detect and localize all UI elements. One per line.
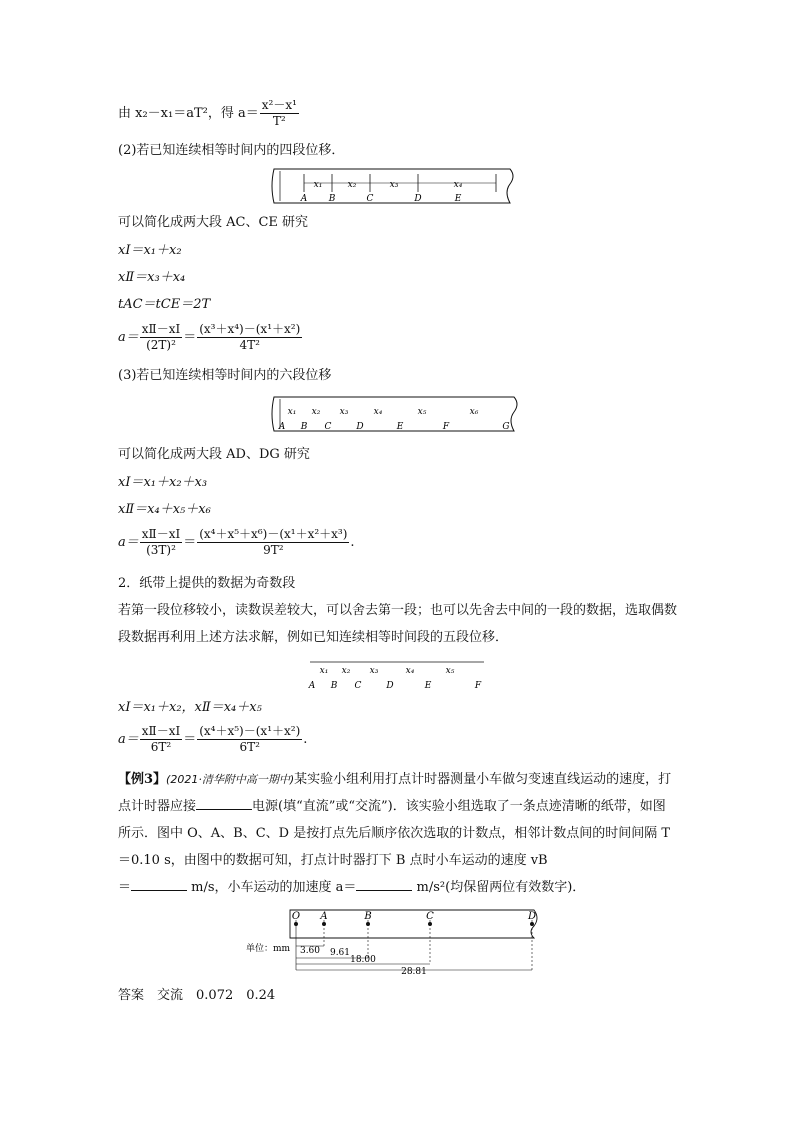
tape-ex-dim-4: 28.81 — [401, 967, 427, 976]
example-text-2: 电源(填“直流”或“交流”)．该实验小组选取了一条点迹清晰的纸带，如图所示．图中 O、A、B、C、D 是按打点先后顺序依次选取的计数点，相邻计数点间的时间间隔 T＝0.10 s，由图中的数据可知，打点计时器打下 B 点时小车运动的速度 vB — [118, 799, 671, 868]
example-tag: 【例3】 — [118, 772, 167, 787]
simplify-ad-dg: 可以简化成两大段 AD、DG 研究 — [118, 447, 310, 462]
example-text-4: m/s，小车运动的加速度 a＝ — [187, 880, 357, 895]
fraction: $\frac{\text{(x⁴＋x⁵＋x⁶)－(x¹＋x²＋x³)}}{\text{9T²}}$ — [199, 527, 348, 557]
answer-blank-2[interactable] — [131, 878, 187, 891]
tape6-pt-F: F — [442, 422, 450, 432]
tape-ex-pt-C: C — [426, 911, 434, 922]
tape4-pt-C: C — [366, 194, 374, 204]
tape4-seg-2: x₂ — [347, 180, 357, 190]
tape6-pt-D: D — [356, 422, 364, 432]
tape-five-segments — [300, 650, 500, 694]
tape5-seg-4: x₄ — [405, 666, 415, 676]
fraction: $\frac{\text{xⅡ－xⅠ}}{\text{6T²}}$ — [141, 724, 181, 754]
eq-five: xⅠ＝x₁＋x₂，xⅡ＝x₄＋x₅ — [118, 700, 262, 715]
tape-four-segments — [270, 166, 522, 206]
example-text-3: ＝ — [118, 880, 132, 895]
tape4-seg-4: x₄ — [453, 180, 463, 190]
tape5-pt-A: A — [308, 681, 316, 691]
tape6-seg-4: x₄ — [373, 407, 383, 417]
tape-ex-pt-O: O — [291, 911, 301, 922]
equals: ＝ — [183, 535, 197, 550]
tape-ex-unit: 单位：mm — [246, 944, 291, 954]
tape4-seg-1: x₁ — [313, 180, 323, 190]
example-3 — [118, 766, 678, 901]
answer-label: 答案 — [118, 988, 145, 1003]
tape4-pt-A: A — [300, 194, 308, 204]
eq-time: tAC＝tCE＝2T — [118, 297, 211, 312]
equals: ＝ — [183, 732, 197, 747]
tape5-seg-5: x₅ — [445, 666, 455, 676]
tape4-pt-E: E — [454, 194, 462, 204]
period: . — [350, 535, 355, 550]
tape-six-segments — [270, 394, 526, 434]
tape-ex-pt-D: D — [527, 911, 537, 922]
formula-six — [118, 527, 355, 558]
tape4-seg-3: x₃ — [389, 180, 399, 190]
formula-top — [118, 98, 300, 129]
tape6-pt-G: G — [502, 422, 510, 432]
tape4-pt-D: D — [414, 194, 422, 204]
formula-five — [118, 724, 307, 755]
tape5-seg-1: x₁ — [319, 666, 329, 676]
heading-odd: 2．纸带上提供的数据为奇数段 — [118, 576, 296, 591]
tape6-seg-5: x₅ — [417, 407, 427, 417]
section2-heading: (2)若已知连续相等时间内的四段位移． — [118, 143, 345, 158]
example-text-5: m/s²(均保留两位有效数字)． — [412, 880, 586, 895]
eq-xII-four: xⅡ＝x₃＋x₄ — [118, 270, 186, 285]
eq-xII-six: xⅡ＝x₄＋x₅＋x₆ — [118, 502, 211, 517]
answer-blank-3[interactable] — [356, 878, 412, 891]
tape-ex-pt-B: B — [364, 911, 372, 922]
tape-ex-dim-1: 3.60 — [299, 946, 321, 956]
answer-line — [118, 988, 275, 1004]
eq-xI-six: xⅠ＝x₁＋x₂＋x₃ — [118, 475, 208, 490]
formula5-lhs: a＝ — [118, 732, 139, 747]
tape-ex-dim-2: 9.61 — [329, 948, 351, 958]
formula6-lhs: a＝ — [118, 535, 139, 550]
tape5-pt-F: F — [474, 681, 482, 691]
tape-ex-dim-3: 18.00 — [350, 955, 376, 965]
tape-example — [244, 906, 554, 976]
fraction: $\frac{\text{x²－x¹}}{\text{T²}}$ — [261, 98, 297, 128]
tape5-pt-D: D — [386, 681, 394, 691]
tape5-pt-B: B — [330, 681, 338, 691]
tape6-pt-A: A — [278, 422, 286, 432]
tape4-marks — [304, 174, 496, 192]
example-source: (2021·清华附中高一期中) — [166, 773, 295, 786]
formula-four — [118, 322, 303, 353]
formula-top-prefix: 由 x₂－x₁＝aT²，得 a＝ — [118, 106, 259, 121]
tape6-pt-C: C — [324, 422, 332, 432]
tape6-pt-B: B — [300, 422, 308, 432]
tape5-seg-3: x₃ — [369, 666, 379, 676]
tape6-seg-6: x₆ — [469, 407, 479, 417]
tape6-pt-E: E — [396, 422, 404, 432]
tape6-seg-3: x₃ — [339, 407, 349, 417]
tape-ex-pt-A: A — [320, 911, 328, 922]
example-text-1: 某实验小组利用打点计时器测量小车做匀变速直线运动的速度，打点计时器应接 — [118, 772, 672, 814]
fraction: $\frac{\text{xⅡ－xⅠ}}{\text{(3T)²}}$ — [141, 527, 181, 557]
tape4-pt-B: B — [328, 194, 336, 204]
eq-xI-four: xⅠ＝x₁＋x₂ — [118, 243, 182, 258]
fraction: $\frac{\text{(x⁴＋x⁵)－(x¹＋x²)}}{\text{6T²}}$ — [199, 724, 301, 754]
period: . — [303, 732, 308, 747]
paragraph-odd: 若第一段位移较小，读数误差较大，可以舍去第一段；也可以先舍去中间的一段的数据，选取偶数段数据再利用上述方法求解，例如已知连续相等时间段的五段位移． — [118, 603, 678, 645]
fraction: $\frac{\text{(x³＋x⁴)－(x¹＋x²)}}{\text{4T²}}$ — [199, 322, 301, 352]
tape5-seg-2: x₂ — [341, 666, 351, 676]
simplify-ac-ce: 可以简化成两大段 AC、CE 研究 — [118, 215, 309, 230]
tape5-pt-C: C — [354, 681, 362, 691]
formula4-lhs: a＝ — [118, 330, 139, 345]
answer-blank-1[interactable] — [196, 797, 252, 810]
tape6-seg-2: x₂ — [311, 407, 321, 417]
tape6-seg-1: x₁ — [287, 407, 297, 417]
fraction: $\frac{\text{xⅡ－xⅠ}}{\text{(2T)²}}$ — [141, 322, 181, 352]
section3-heading: (3)若已知连续相等时间内的六段位移 — [118, 368, 332, 383]
equals: ＝ — [183, 330, 197, 345]
answer-values: 交流 0.072 0.24 — [157, 988, 276, 1003]
tape5-pt-E: E — [424, 681, 432, 691]
